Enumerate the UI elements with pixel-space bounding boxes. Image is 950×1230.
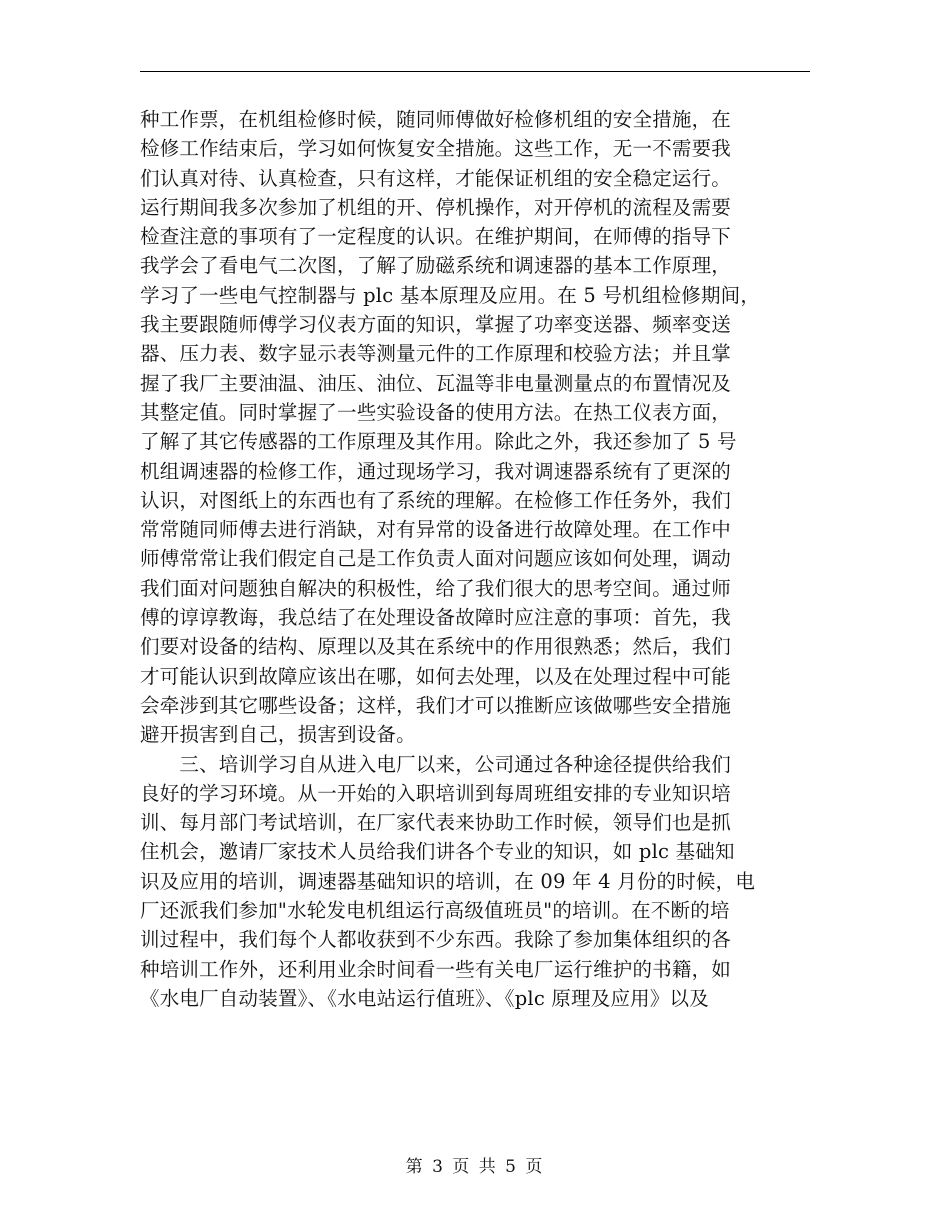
- text-line: 学习了一些电气控制器与 plc 基本原理及应用。在 5 号机组检修期间，: [140, 283, 761, 307]
- text-line: 住机会，邀请厂家技术人员给我们讲各个专业的知识，如 plc 基础知: [140, 840, 735, 864]
- text-line: 师傅常常让我们假定自己是工作负责人面对问题应该如何处理，调动: [140, 547, 732, 571]
- text-line: 检修工作结束后，学习如何恢复安全措施。这些工作，无一不需要我: [140, 137, 732, 161]
- text-line: 训过程中，我们每个人都收获到不少东西。我除了参加集体组织的各: [140, 928, 732, 952]
- text-line: 器、压力表、数字显示表等测量元件的工作原理和校验方法；并且掌: [140, 342, 732, 366]
- text-line: 我主要跟随师傅学习仪表方面的知识，掌握了功率变送器、频率变送: [140, 313, 732, 337]
- text-line: 认识，对图纸上的东西也有了系统的理解。在检修工作任务外，我们: [140, 488, 732, 512]
- text-line: 们要对设备的结构、原理以及其在系统中的作用很熟悉；然后，我们: [140, 635, 732, 659]
- text-line: 常常随同师傅去进行消缺，对有异常的设备进行故障处理。在工作中: [140, 518, 732, 542]
- text-line: 其整定值。同时掌握了一些实验设备的使用方法。在热工仪表方面，: [140, 400, 732, 424]
- body-text: [140, 105, 810, 1013]
- text-line: 《水电厂自动装置》、《水电站运行值班》、《plc 原理及应用》以及: [140, 986, 709, 1010]
- page-footer: 第 3 页 共 5 页: [405, 1157, 545, 1177]
- text-line: 识及应用的培训，调速器基础知识的培训，在 09 年 4 月份的时候，电: [140, 869, 756, 893]
- text-line: 种培训工作外，还利用业余时间看一些有关电厂运行维护的书籍，如: [140, 957, 732, 981]
- text-line: 才可能认识到故障应该出在哪，如何去处理，以及在处理过程中可能: [140, 664, 732, 688]
- text-line: 机组调速器的检修工作，通过现场学习，我对调速器系统有了更深的: [140, 459, 732, 483]
- text-line: 我学会了看电气二次图，了解了励磁系统和调速器的基本工作原理，: [140, 254, 732, 278]
- text-line: 避开损害到自己，损害到设备。: [140, 723, 416, 747]
- text-line: 厂还派我们参加"水轮发电机组运行高级值班员"的培训。在不断的培: [140, 899, 730, 923]
- text-line: 我们面对问题独自解决的积极性，给了我们很大的思考空间。通过师: [140, 576, 732, 600]
- text-line: 三、培训学习自从进入电厂以来，公司通过各种途径提供给我们: [140, 752, 732, 776]
- text-line: 种工作票，在机组检修时候，随同师傅做好检修机组的安全措施，在: [140, 108, 732, 131]
- header-rule: [140, 71, 810, 72]
- text-line: 们认真对待、认真检查，只有这样，才能保证机组的安全稳定运行。: [140, 166, 732, 190]
- text-line: 运行期间我多次参加了机组的开、停机操作，对开停机的流程及需要: [140, 195, 732, 219]
- text-line: 傅的谆谆教诲，我总结了在处理设备故障时应注意的事项：首先，我: [140, 606, 732, 630]
- text-line: 会牵涉到其它哪些设备；这样，我们才可以推断应该做哪些安全措施: [140, 693, 732, 717]
- text-line: 了解了其它传感器的工作原理及其作用。除此之外，我还参加了 5 号: [140, 430, 737, 454]
- text-line: 检查注意的事项有了一定程度的认识。在维护期间，在师傅的指导下: [140, 225, 732, 249]
- text-line: 良好的学习环境。从一开始的入职培训到每周班组安排的专业知识培: [140, 781, 732, 805]
- text-line: 训、每月部门考试培训，在厂家代表来协助工作时候，领导们也是抓: [140, 811, 732, 835]
- text-line: 握了我厂主要油温、油压、油位、瓦温等非电量测量点的布置情况及: [140, 371, 732, 395]
